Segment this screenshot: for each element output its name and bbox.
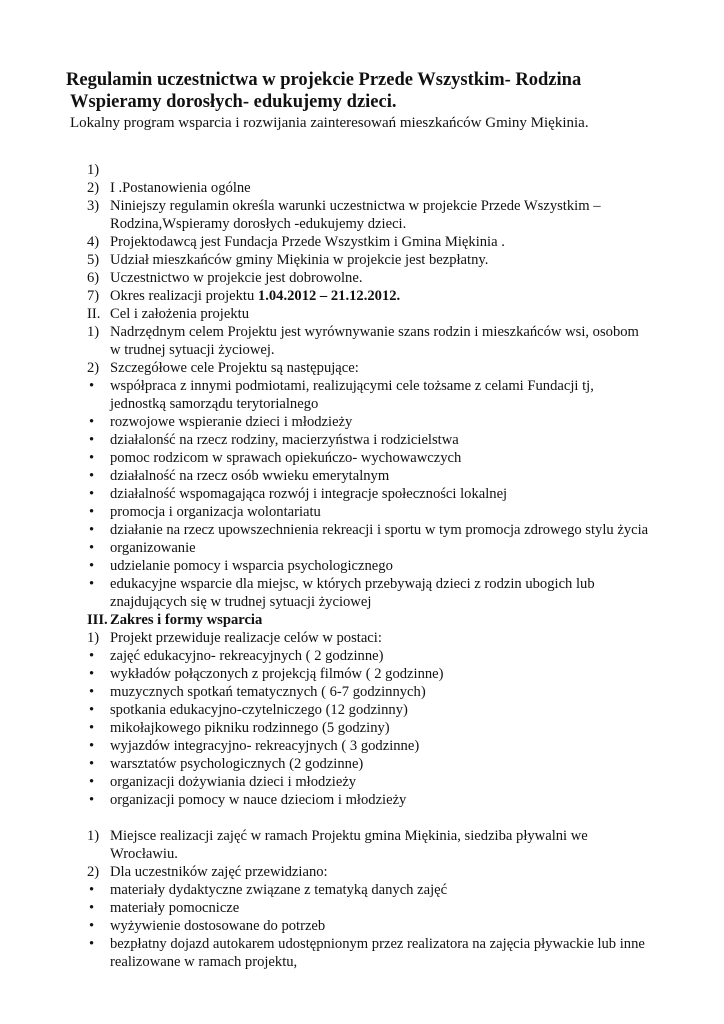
list-marker: • [89, 720, 95, 736]
item-text: Dla uczestników zajęć przewidziano: [110, 864, 328, 880]
list-marker: • [89, 648, 95, 664]
bullet-item [0, 935, 724, 971]
item-text: Projektodawcą jest Fundacja Przede Wszystkim i Gmina Miękinia . [110, 234, 505, 250]
item-text: Szczegółowe cele Projektu są następujące: [110, 360, 359, 376]
item-text: Projekt przewiduje realizacje celów w postaci: [110, 630, 382, 646]
item-text-bold: 1.04.2012 – 21.12.2012. [257, 288, 401, 304]
list-item [0, 323, 724, 359]
list-item-text [110, 359, 650, 377]
list-marker: • [89, 918, 95, 934]
item-text: I .Postanowienia ogólne [110, 180, 251, 196]
list-marker: • [89, 414, 95, 430]
list-item-text [110, 431, 650, 449]
list-marker: • [89, 882, 95, 898]
list-item-text [110, 413, 650, 431]
bullet-item [0, 665, 724, 683]
list-item-text [110, 449, 650, 467]
list-marker: • [89, 468, 95, 484]
list-marker: • [89, 504, 95, 520]
item-text: Nadrzędnym celem Projektu jest wyrównywanie szans rodzin i mieszkańców wsi, osobom w trudnej sytuacji życiowej. [110, 324, 639, 358]
bullet-item [0, 557, 724, 575]
list-item-text [110, 377, 650, 413]
list-item-text [110, 485, 650, 503]
document-subtitle: Lokalny program wsparcia i rozwijania zainteresowań mieszkańców Gminy Miękinia. [70, 115, 589, 131]
list-item-text [110, 737, 650, 755]
list-marker: 2) [87, 180, 100, 196]
bullet-item [0, 917, 724, 935]
list-item [0, 269, 724, 287]
bullet-item [0, 791, 724, 809]
item-text: Uczestnictwo w projekcie jest dobrowolne. [110, 270, 363, 286]
list-marker: 6) [87, 270, 100, 286]
bullet-item [0, 449, 724, 467]
list-marker: 2) [87, 864, 100, 880]
list-marker: • [89, 684, 95, 700]
bullet-item [0, 575, 724, 611]
list-item-text [110, 755, 650, 773]
list-item [0, 161, 724, 179]
list-item-text [110, 557, 650, 575]
list-item-text [110, 683, 650, 701]
list-item-text [110, 629, 650, 647]
list-marker: • [89, 558, 95, 574]
list-item [0, 827, 724, 863]
item-text: działalność wspomagająca rozwój i integracje społeczności lokalnej [110, 486, 508, 502]
list-item-text [110, 881, 650, 899]
list-marker: 5) [87, 252, 100, 268]
list-item [0, 233, 724, 251]
item-text: Miejsce realizacji zajęć w ramach Projektu gmina Miękinia, siedziba pływalni we Wrocławiu. [110, 828, 588, 862]
list-item-text [110, 323, 650, 359]
list-marker: 3) [87, 198, 100, 214]
bullet-item [0, 881, 724, 899]
bullet-item [0, 467, 724, 485]
list-item-text [110, 503, 650, 521]
list-item [0, 611, 724, 629]
item-text: współpraca z innymi podmiotami, realizującymi cele tożsame z celami Fundacji tj, jednostką samorządu terytorialnego [110, 378, 594, 412]
list-item-text [110, 539, 650, 557]
list-marker: 1) [87, 630, 100, 646]
list-item-text [110, 719, 650, 737]
bullet-item [0, 899, 724, 917]
item-text: zajęć edukacyjno- rekreacyjnych ( 2 godzinne) [110, 648, 384, 664]
item-text: mikołajkowego pikniku rodzinnego (5 godziny) [110, 720, 390, 736]
list-marker: 1) [87, 828, 100, 844]
regulation-list [0, 161, 724, 971]
list-item-text [110, 233, 650, 251]
item-text: Cel i założenia projektu [110, 306, 249, 322]
item-text: pomoc rodzicom w sprawach opiekuńczo- wychowawczych [110, 450, 462, 466]
list-marker: • [89, 756, 95, 772]
bullet-item [0, 647, 724, 665]
item-text: Udział mieszkańców gminy Miękinia w projekcie jest bezpłatny. [110, 252, 489, 268]
list-item-text [110, 935, 650, 971]
list-item [0, 359, 724, 377]
list-item-text [110, 701, 650, 719]
list-marker: • [89, 774, 95, 790]
bullet-item [0, 737, 724, 755]
item-text: organizacji dożywiania dzieci i młodzieży [110, 774, 357, 790]
list-marker: • [89, 936, 95, 952]
list-item-text [110, 647, 650, 665]
item-text: materiały dydaktyczne związane z tematyką danych zajęć [110, 882, 448, 898]
item-text: promocja i organizacja wolontariatu [110, 504, 321, 520]
list-item-text [110, 791, 650, 809]
list-marker: • [89, 738, 95, 754]
item-text: udzielanie pomocy i wsparcia psychologicznego [110, 558, 393, 574]
item-text: działalonść na rzecz rodziny, macierzyństwa i rodzicielstwa [110, 432, 459, 448]
list-item-text [110, 179, 650, 197]
list-item-text [110, 827, 650, 863]
list-item-text [110, 611, 650, 629]
item-text: rozwojowe wspieranie dzieci i młodzieży [110, 414, 353, 430]
item-text: spotkania edukacyjno-czytelniczego (12 godzinny) [110, 702, 408, 718]
item-text: edukacyjne wsparcie dla miejsc, w których przebywają dzieci z rodzin ubogich lub znajdujących się w trudnej sytuacji życiowej [110, 576, 595, 610]
list-marker: • [89, 576, 95, 592]
bullet-item [0, 773, 724, 791]
list-marker: 7) [87, 288, 100, 304]
list-item [0, 287, 724, 305]
item-text: organizowanie [110, 540, 196, 556]
list-item [0, 197, 724, 233]
item-text: materiały pomocnicze [110, 900, 240, 916]
list-item-text [110, 917, 650, 935]
list-item [0, 179, 724, 197]
bullet-item [0, 485, 724, 503]
list-marker: • [89, 432, 95, 448]
item-text: wykładów połączonych z projekcją filmów ( 2 godzinne) [110, 666, 444, 682]
list-item [0, 863, 724, 881]
item-text: Okres realizacji projektu [110, 288, 258, 304]
list-marker: • [89, 900, 95, 916]
item-text: działalność na rzecz osób wwieku emerytalnym [110, 468, 390, 484]
list-item-text [110, 899, 650, 917]
list-marker: 4) [87, 234, 100, 250]
list-item-text [110, 287, 650, 305]
list-marker: • [89, 666, 95, 682]
list-item [0, 629, 724, 647]
list-marker: • [89, 450, 95, 466]
list-marker: • [89, 378, 95, 394]
document-title-line1: Regulamin uczestnictwa w projekcie Przede Wszystkim- Rodzina [66, 70, 582, 90]
item-text: działanie na rzecz upowszechnienia rekreacji i sportu w tym promocja zdrowego stylu życia [110, 522, 649, 538]
bullet-item [0, 413, 724, 431]
list-item-text [110, 773, 650, 791]
list-marker: 2) [87, 360, 100, 376]
list-marker: • [89, 486, 95, 502]
list-marker: • [89, 792, 95, 808]
list-item-text [110, 575, 650, 611]
item-text: wyżywienie dostosowane do potrzeb [110, 918, 326, 934]
list-marker: II. [87, 306, 101, 322]
bullet-item [0, 431, 724, 449]
document-title-line2: Wspieramy dorosłych- edukujemy dzieci. [70, 92, 397, 112]
item-text: Niniejszy regulamin określa warunki uczestnictwa w projekcie Przede Wszystkim – Rodzina,Wspieramy dorosłych -edukujemy dzieci. [110, 198, 601, 232]
list-item-text [110, 521, 650, 539]
list-item-text [110, 251, 650, 269]
bullet-item [0, 719, 724, 737]
bullet-item [0, 539, 724, 557]
list-marker: 1) [87, 324, 100, 340]
list-marker: 1) [87, 162, 100, 178]
list-item-text [110, 161, 650, 179]
list-item-text [110, 269, 650, 287]
bullet-item [0, 521, 724, 539]
list-marker: III. [87, 612, 108, 628]
list-item-text [110, 665, 650, 683]
item-text: muzycznych spotkań tematycznych ( 6-7 godzinnych) [110, 684, 426, 700]
item-text: bezpłatny dojazd autokarem udostępnionym przez realizatora na zajęcia pływackie lub inne realizowane w ramach projektu, [110, 936, 645, 970]
bullet-item [0, 503, 724, 521]
bullet-item [0, 701, 724, 719]
list-marker: • [89, 540, 95, 556]
list-item-text [110, 467, 650, 485]
item-text: wyjazdów integracyjno- rekreacyjnych ( 3 godzinne) [110, 738, 420, 754]
item-text-bold: Zakres i formy wsparcia [110, 612, 263, 628]
bullet-item [0, 377, 724, 413]
list-item-text [110, 305, 650, 323]
list-marker: • [89, 522, 95, 538]
list-marker: • [89, 702, 95, 718]
list-item-text [110, 863, 650, 881]
bullet-item [0, 683, 724, 701]
list-item [0, 251, 724, 269]
list-item [0, 305, 724, 323]
list-item-text [110, 197, 650, 233]
item-text: warsztatów psychologicznych (2 godzinne) [110, 756, 364, 772]
bullet-item [0, 755, 724, 773]
item-text: organizacji pomocy w nauce dzieciom i młodzieży [110, 792, 407, 808]
